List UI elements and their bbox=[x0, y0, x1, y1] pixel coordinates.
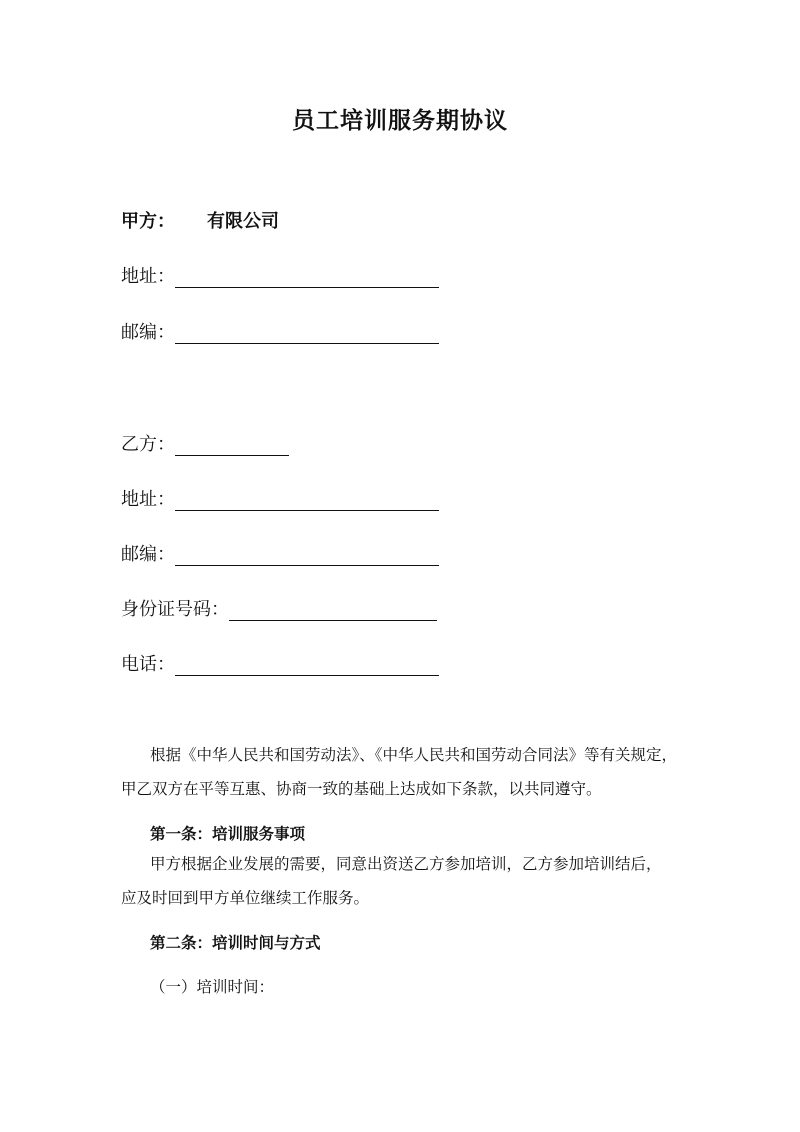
article-1-line-2: 应及时回到甲方单位继续工作服务。 bbox=[121, 889, 370, 907]
party-a-postcode-label: 邮编： bbox=[121, 322, 175, 343]
article-2-item-1: （一）培训时间： bbox=[150, 978, 275, 996]
intro-line-2: 甲乙双方在平等互惠、协商一致的基础上达成如下条款，以共同遵守。 bbox=[121, 780, 602, 798]
party-b-address-label: 地址： bbox=[121, 489, 175, 510]
party-b-postcode-label: 邮编： bbox=[121, 544, 175, 565]
party-a-postcode-field[interactable] bbox=[175, 323, 439, 344]
article-2-heading: 第二条：培训时间与方式 bbox=[150, 933, 321, 952]
party-a-postcode-line bbox=[121, 318, 439, 344]
party-a-line bbox=[121, 207, 279, 233]
document-title: 员工培训服务期协议 bbox=[292, 107, 508, 134]
party-b-id-field[interactable] bbox=[229, 600, 437, 621]
article-1-heading: 第一条：培训服务事项 bbox=[150, 824, 306, 843]
party-b-id-label: 身份证号码： bbox=[121, 599, 229, 620]
party-b-address-line bbox=[121, 485, 439, 511]
party-a-address-label: 地址： bbox=[121, 266, 175, 287]
party-b-address-field[interactable] bbox=[175, 490, 439, 511]
party-b-postcode-field[interactable] bbox=[175, 545, 439, 566]
party-b-phone-label: 电话： bbox=[121, 654, 175, 675]
party-b-line bbox=[121, 430, 289, 456]
party-b-phone-line bbox=[121, 650, 439, 676]
party-b-postcode-line bbox=[121, 540, 439, 566]
party-b-name-field[interactable] bbox=[175, 435, 289, 456]
party-a-address-field[interactable] bbox=[175, 267, 439, 288]
party-a-label: 甲方： bbox=[121, 211, 175, 232]
party-a-address-line bbox=[121, 262, 439, 288]
article-1-line-1: 甲方根据企业发展的需要，同意出资送乙方参加培训，乙方参加培训结后， bbox=[150, 855, 662, 873]
party-a-company: 有限公司 bbox=[207, 211, 279, 232]
party-b-label: 乙方： bbox=[121, 434, 175, 455]
intro-line-1: 根据《中华人民共和国劳动法》、《中华人民共和国劳动合同法》等有关规定， bbox=[150, 746, 678, 764]
party-b-id-line bbox=[121, 595, 437, 621]
party-b-phone-field[interactable] bbox=[175, 655, 439, 676]
